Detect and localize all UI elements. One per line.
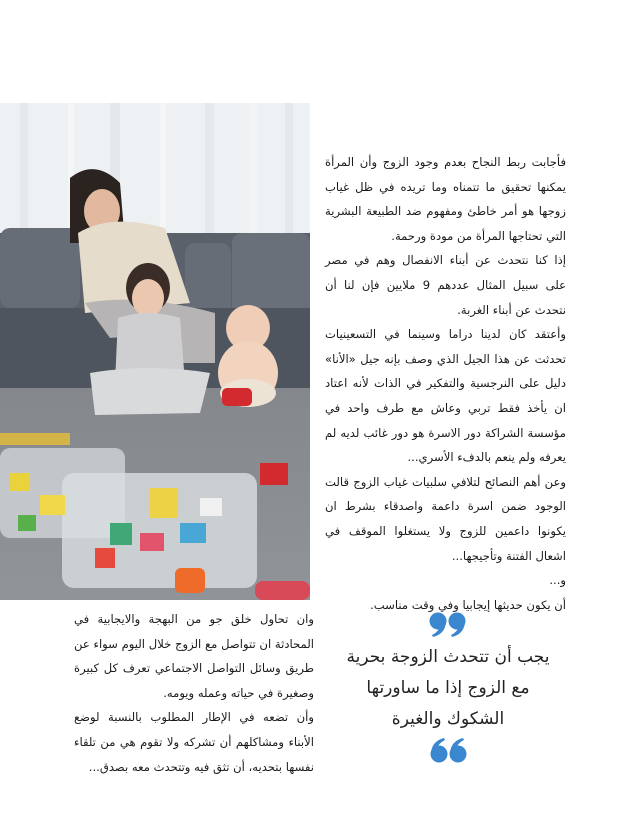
paragraph: إذا كنا نتحدث عن أبناء الانفصال وهم في مصر على سبيل المثال عددهم 9 ملايين فإن لنا أن نتحدث عن أبناء الغربة.: [325, 253, 567, 317]
pull-quote-line: يجب أن تتحدث الزوجة بحرية: [346, 647, 550, 667]
closing-quote-icon: [429, 612, 467, 638]
paragraph: وأن تضعه في الإطار المطلوب بالنسبة لوضع الأبناء ومشاكلهم أن تشركه ولا تقوم هي من تلقاء نفسها بتحديه، أن تثق فيه وتتحدث معه بصدق...: [74, 710, 314, 774]
article-column-right: [325, 150, 566, 617]
pull-quote-box: [330, 612, 566, 763]
article-photo: [0, 103, 310, 600]
family-photo-illustration: [0, 103, 310, 600]
paragraph: وان تحاول خلق جو من البهجة والايجابية في المحادثة ان تتواصل مع الزوج خلال اليوم سواء عن طريق وسائل التواصل الاجتماعي تعرف كل كبيرة وصغيرة في حياته وعمله ويومه.: [74, 612, 314, 700]
article-column-left: [74, 607, 314, 779]
pull-quote-text: [330, 642, 566, 735]
paragraph: و...: [549, 573, 566, 588]
paragraph: أن يكون حديثها إيجابيا وفي وقت مناسب.: [370, 597, 566, 612]
paragraph: فأجابت ربط النجاح بعدم وجود الزوج وأن المرأة يمكنها تحقيق ما تتمناه وما تريده في ظل غياب زوجها هو أمر خاطئ ومفهوم ضد الطبيعة البشرية التي تحتاجها المرأة من مودة ورحمة.: [325, 155, 566, 243]
opening-quote-icon: [429, 737, 467, 763]
pull-quote-line: الشكوك والغيرة: [391, 709, 505, 729]
pull-quote-line: مع الزوج إذا ما ساورتها: [366, 678, 530, 698]
paragraph: وعن أهم النصائح لتلافي سلبيات غياب الزوج قالت الوجود ضمن اسرة داعمة واصدقاء بشرط ان يكونوا داعمين للزوج ولا يستغلوا الموقف في اشعال الفتنة وتأجيجها...: [325, 474, 566, 563]
paragraph: وأعتقد كان لدينا دراما وسينما في التسعينيات تحدثت عن هذا الجيل الذي وصف بإنه جيل «الأنا» دليل على النرجسية والتفكير في الذات لأنه اعتاد ان يأخذ فقط تربي وعاش مع طرف واحد في مؤسسة الشراكة دور الاسرة هو دور غائب لديه لم يعرفه ولم ينعم بالدفء الأسري...: [325, 327, 566, 465]
